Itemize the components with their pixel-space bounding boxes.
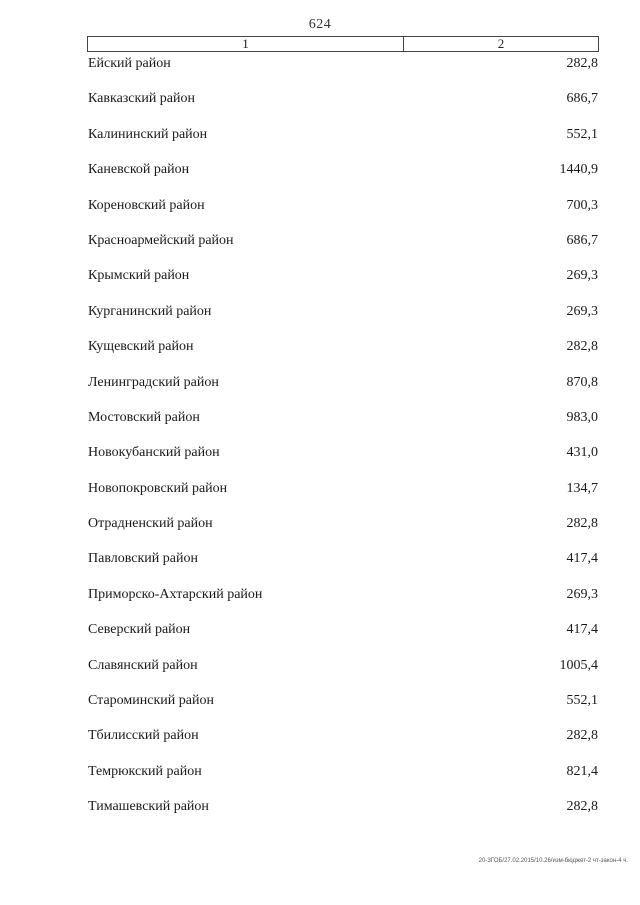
table-row: [87, 654, 599, 689]
table-body: [87, 52, 599, 831]
district-name: Каневской район: [88, 162, 190, 178]
district-value: 700,3: [566, 197, 598, 213]
district-name: Курганинский район: [88, 303, 212, 319]
table-row: [87, 724, 599, 759]
page-number: 624: [308, 17, 332, 32]
district-name: Ейский район: [88, 56, 171, 71]
district-value: 983,0: [566, 409, 598, 425]
district-name: Кореновский район: [88, 197, 205, 213]
district-value: 134,7: [566, 480, 598, 496]
district-name: Северский район: [88, 622, 191, 638]
district-name: Новокубанский район: [88, 445, 220, 461]
table-row: [87, 795, 599, 830]
district-value: 282,8: [566, 56, 598, 71]
district-name: Темрюкский район: [88, 763, 202, 779]
district-value: 552,1: [566, 126, 598, 142]
column-header-1: 1: [88, 37, 404, 51]
table-row: [87, 371, 599, 406]
district-name: Отрадненский район: [88, 516, 213, 532]
district-value: 417,4: [566, 622, 598, 638]
table-row: [87, 477, 599, 512]
district-name: Приморско-Ахтарский район: [88, 586, 263, 602]
district-name: Славянский район: [88, 657, 198, 673]
table-row: [87, 441, 599, 476]
table-row: [87, 583, 599, 618]
table-row: [87, 229, 599, 264]
district-name: Староминский район: [88, 693, 214, 709]
table-row: [87, 300, 599, 335]
district-value: 821,4: [566, 763, 598, 779]
table-row: [87, 52, 599, 87]
district-name: Ленинградский район: [88, 374, 219, 390]
district-name: Тбилисский район: [88, 728, 199, 744]
district-value: 1440,9: [559, 162, 598, 178]
table-row: [87, 335, 599, 370]
district-value: 269,3: [566, 303, 598, 319]
table-row: [87, 689, 599, 724]
table-row: [87, 760, 599, 795]
table-row: [87, 512, 599, 547]
table-header: [87, 36, 599, 52]
table-row: [87, 264, 599, 299]
district-value: 282,8: [566, 516, 598, 532]
district-value: 431,0: [566, 445, 598, 461]
district-value: 1005,4: [559, 657, 598, 673]
district-value: 686,7: [566, 91, 598, 107]
footer-document-code: 20-ЗГОБ/27.02.2015/10.26/изм-бюджет-2 чт-закон-4 ч.: [478, 858, 628, 864]
district-name: Мостовский район: [88, 409, 200, 425]
table-row: [87, 618, 599, 653]
district-name: Кущевский район: [88, 339, 194, 355]
district-name: Калининский район: [88, 126, 208, 142]
district-name: Новопокровский район: [88, 480, 228, 496]
district-name: Красноармейский район: [88, 232, 234, 248]
district-name: Павловский район: [88, 551, 198, 567]
district-value: 269,3: [566, 586, 598, 602]
district-value: 282,8: [566, 339, 598, 355]
district-value: 870,8: [566, 374, 598, 390]
table-row: [87, 547, 599, 582]
column-header-2: 2: [497, 36, 505, 51]
table-row: [87, 194, 599, 229]
table-row: [87, 123, 599, 158]
table-row: [87, 406, 599, 441]
district-value: 282,8: [566, 728, 598, 744]
district-name: Кавказский район: [88, 91, 196, 107]
district-value: 552,1: [566, 693, 598, 709]
table-row: [87, 87, 599, 122]
district-value: 686,7: [566, 232, 598, 248]
district-value: 282,8: [566, 799, 598, 815]
district-value: 269,3: [566, 268, 598, 284]
table-row: [87, 158, 599, 193]
district-name: Тимашевский район: [88, 799, 209, 815]
district-value: 417,4: [566, 551, 598, 567]
district-name: Крымский район: [88, 268, 190, 284]
